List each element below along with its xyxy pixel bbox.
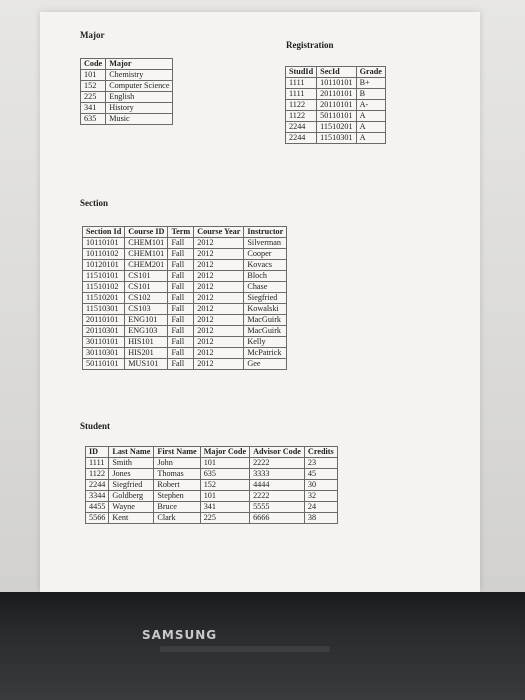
section-cell: 2012 (194, 337, 244, 348)
section-cell: 50110101 (83, 359, 125, 370)
registration-cell: 10110101 (317, 78, 356, 89)
table-row (81, 81, 173, 92)
table-row (286, 133, 386, 144)
section-cell: 10120101 (83, 260, 125, 271)
registration-table-title: Registration (286, 40, 334, 50)
section-cell: 2012 (194, 359, 244, 370)
registration-cell: 2244 (286, 122, 317, 133)
section-cell: CHEM101 (125, 249, 168, 260)
student-cell: Goldberg (109, 491, 154, 502)
registration-column-header: Grade (356, 67, 385, 78)
student-cell: Smith (109, 458, 154, 469)
student-cell: John (154, 458, 200, 469)
student-cell: Robert (154, 480, 200, 491)
section-cell: Fall (168, 238, 194, 249)
section-cell: CHEM201 (125, 260, 168, 271)
table-row (83, 293, 287, 304)
table-row (81, 103, 173, 114)
student-cell: 5555 (250, 502, 305, 513)
table-row (286, 100, 386, 111)
major-cell: 101 (81, 70, 106, 81)
student-column-header: Credits (304, 447, 337, 458)
student-cell: 101 (200, 491, 249, 502)
section-cell: Fall (168, 315, 194, 326)
table-row (86, 458, 338, 469)
section-cell: 11510301 (83, 304, 125, 315)
section-column-header: Term (168, 227, 194, 238)
registration-cell: 2244 (286, 133, 317, 144)
student-column-header: Last Name (109, 447, 154, 458)
student-cell: Bruce (154, 502, 200, 513)
section-cell: 2012 (194, 260, 244, 271)
monitor-brand-label: SAMSUNG (142, 628, 218, 642)
registration-cell: 11510301 (317, 133, 356, 144)
major-cell: Chemistry (106, 70, 173, 81)
major-cell: 225 (81, 92, 106, 103)
major-table (80, 58, 173, 125)
table-row (83, 238, 287, 249)
registration-cell: 1122 (286, 100, 317, 111)
registration-cell: 1111 (286, 78, 317, 89)
section-cell: 30110301 (83, 348, 125, 359)
section-table (82, 226, 287, 370)
section-cell: CS103 (125, 304, 168, 315)
section-cell: 10110102 (83, 249, 125, 260)
student-cell: 45 (304, 469, 337, 480)
registration-cell: B (356, 89, 385, 100)
table-row (86, 480, 338, 491)
section-cell: Fall (168, 271, 194, 282)
section-cell: 11510102 (83, 282, 125, 293)
student-cell: 2244 (86, 480, 109, 491)
student-cell: Wayne (109, 502, 154, 513)
student-cell: 2222 (250, 458, 305, 469)
section-cell: 2012 (194, 348, 244, 359)
registration-cell: 20110101 (317, 89, 356, 100)
student-cell: 38 (304, 513, 337, 524)
section-cell: HIS201 (125, 348, 168, 359)
student-header-row (86, 447, 338, 458)
table-row (83, 304, 287, 315)
student-cell: 101 (200, 458, 249, 469)
major-cell: History (106, 103, 173, 114)
table-row (83, 337, 287, 348)
student-cell: 23 (304, 458, 337, 469)
table-row (286, 78, 386, 89)
table-row (83, 282, 287, 293)
section-cell: 2012 (194, 238, 244, 249)
registration-cell: A- (356, 100, 385, 111)
section-cell: McPatrick (244, 348, 287, 359)
section-cell: 2012 (194, 293, 244, 304)
table-row (86, 502, 338, 513)
section-cell: 2012 (194, 271, 244, 282)
registration-cell: A (356, 133, 385, 144)
student-cell: 3333 (250, 469, 305, 480)
table-row (86, 469, 338, 480)
section-cell: Fall (168, 304, 194, 315)
major-cell: 635 (81, 114, 106, 125)
section-cell: 30110101 (83, 337, 125, 348)
section-cell: Fall (168, 249, 194, 260)
student-column-header: Major Code (200, 447, 249, 458)
student-cell: 4444 (250, 480, 305, 491)
student-column-header: ID (86, 447, 109, 458)
monitor-model-strip (160, 646, 330, 652)
table-row (286, 122, 386, 133)
student-cell: Kent (109, 513, 154, 524)
section-column-header: Section Id (83, 227, 125, 238)
major-cell: English (106, 92, 173, 103)
student-cell: 2222 (250, 491, 305, 502)
student-table-title: Student (80, 421, 111, 431)
section-cell: Fall (168, 260, 194, 271)
student-cell: 6666 (250, 513, 305, 524)
section-cell: Bloch (244, 271, 287, 282)
registration-cell: 1122 (286, 111, 317, 122)
student-cell: 24 (304, 502, 337, 513)
section-cell: MacGuirk (244, 315, 287, 326)
section-cell: Kovacs (244, 260, 287, 271)
student-cell: Jones (109, 469, 154, 480)
student-cell: 1122 (86, 469, 109, 480)
section-table-title: Section (80, 198, 108, 208)
registration-table (285, 66, 386, 144)
student-table (85, 446, 338, 524)
table-row (286, 89, 386, 100)
section-cell: Chase (244, 282, 287, 293)
section-cell: CS101 (125, 282, 168, 293)
student-cell: 635 (200, 469, 249, 480)
section-cell: 2012 (194, 304, 244, 315)
major-column-header: Code (81, 59, 106, 70)
table-row (81, 114, 173, 125)
section-cell: Gee (244, 359, 287, 370)
student-cell: Thomas (154, 469, 200, 480)
section-cell: Kelly (244, 337, 287, 348)
major-cell: 152 (81, 81, 106, 92)
table-row (83, 260, 287, 271)
section-cell: ENG101 (125, 315, 168, 326)
table-row (83, 326, 287, 337)
major-cell: Computer Science (106, 81, 173, 92)
section-cell: 11510201 (83, 293, 125, 304)
section-cell: Fall (168, 337, 194, 348)
student-cell: 30 (304, 480, 337, 491)
major-table-title: Major (80, 30, 105, 40)
registration-cell: 50110101 (317, 111, 356, 122)
section-cell: Cooper (244, 249, 287, 260)
student-cell: Siegfried (109, 480, 154, 491)
section-cell: Fall (168, 326, 194, 337)
major-cell: 341 (81, 103, 106, 114)
registration-cell: 11510201 (317, 122, 356, 133)
section-cell: Fall (168, 293, 194, 304)
student-cell: 3344 (86, 491, 109, 502)
student-cell: 225 (200, 513, 249, 524)
major-cell: Music (106, 114, 173, 125)
section-header-row (83, 227, 287, 238)
section-cell: Fall (168, 359, 194, 370)
table-row (286, 111, 386, 122)
section-cell: HIS101 (125, 337, 168, 348)
registration-header-row (286, 67, 386, 78)
document-page (40, 12, 480, 592)
student-cell: Clark (154, 513, 200, 524)
registration-cell: 1111 (286, 89, 317, 100)
section-cell: Fall (168, 282, 194, 293)
student-column-header: First Name (154, 447, 200, 458)
registration-column-header: StudId (286, 67, 317, 78)
section-cell: 20110301 (83, 326, 125, 337)
student-cell: 4455 (86, 502, 109, 513)
student-cell: 152 (200, 480, 249, 491)
registration-cell: 20110101 (317, 100, 356, 111)
registration-cell: B+ (356, 78, 385, 89)
section-cell: CS102 (125, 293, 168, 304)
student-cell: Stephen (154, 491, 200, 502)
section-cell: 10110101 (83, 238, 125, 249)
section-cell: 2012 (194, 249, 244, 260)
table-row (83, 249, 287, 260)
registration-column-header: SecId (317, 67, 356, 78)
section-cell: 2012 (194, 326, 244, 337)
section-cell: MacGuirk (244, 326, 287, 337)
section-cell: MUS101 (125, 359, 168, 370)
major-header-row (81, 59, 173, 70)
student-cell: 1111 (86, 458, 109, 469)
section-cell: Siegfried (244, 293, 287, 304)
student-column-header: Advisor Code (250, 447, 305, 458)
table-row (86, 513, 338, 524)
registration-cell: A (356, 111, 385, 122)
section-cell: 2012 (194, 315, 244, 326)
table-row (81, 92, 173, 103)
table-row (83, 348, 287, 359)
section-cell: CHEM101 (125, 238, 168, 249)
table-row (83, 359, 287, 370)
section-cell: ENG103 (125, 326, 168, 337)
table-row (81, 70, 173, 81)
section-column-header: Instructor (244, 227, 287, 238)
student-cell: 32 (304, 491, 337, 502)
section-cell: 11510101 (83, 271, 125, 282)
table-row (83, 271, 287, 282)
section-cell: Fall (168, 348, 194, 359)
section-cell: Silverman (244, 238, 287, 249)
registration-cell: A (356, 122, 385, 133)
section-cell: 2012 (194, 282, 244, 293)
section-cell: CS101 (125, 271, 168, 282)
section-column-header: Course ID (125, 227, 168, 238)
student-cell: 5566 (86, 513, 109, 524)
student-cell: 341 (200, 502, 249, 513)
section-cell: 20110101 (83, 315, 125, 326)
section-cell: Kowalski (244, 304, 287, 315)
table-row (83, 315, 287, 326)
table-row (86, 491, 338, 502)
section-column-header: Course Year (194, 227, 244, 238)
major-column-header: Major (106, 59, 173, 70)
